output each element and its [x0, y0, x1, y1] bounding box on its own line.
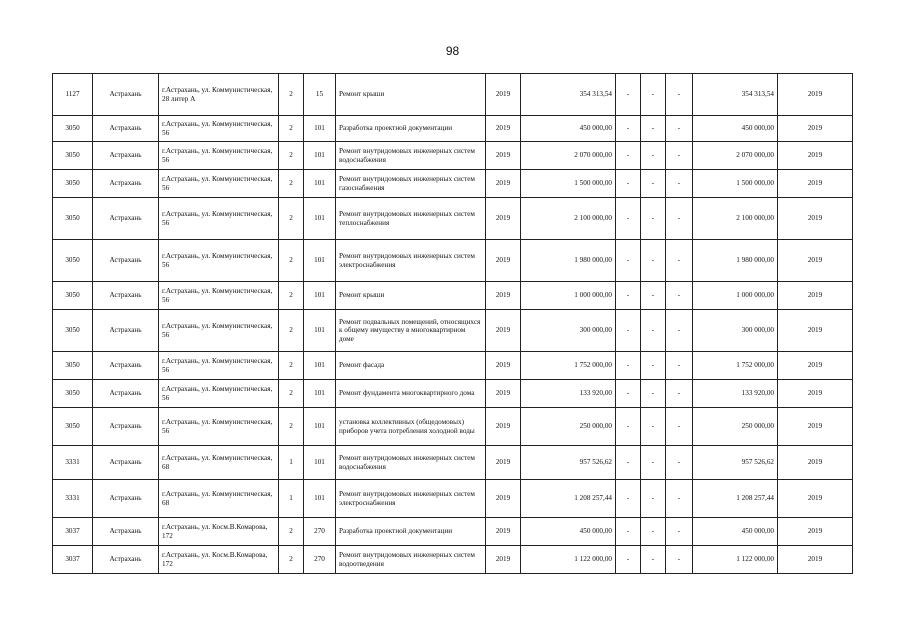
cell-amount: 450 000,00	[521, 518, 616, 546]
cell-col4: 2	[279, 198, 304, 240]
cell-dash-2: -	[641, 142, 666, 170]
cell-address: г.Астрахань, ул. Коммунистическая, 28 литер А	[159, 74, 279, 116]
cell-work-type: Ремонт внутридомовых инженерных систем газоснабжения	[336, 170, 486, 198]
cell-dash-1: -	[616, 546, 641, 574]
cell-col4: 2	[279, 380, 304, 408]
cell-address: г.Астрахань, ул. Коммунистическая, 56	[159, 352, 279, 380]
cell-total: 450 000,00	[693, 518, 778, 546]
table-row	[53, 480, 853, 518]
cell-col4: 2	[279, 170, 304, 198]
cell-year-end: 2019	[778, 142, 853, 170]
cell-amount: 957 526,62	[521, 446, 616, 480]
cell-address: г.Астрахань, ул. Косм.В.Комарова, 172	[159, 546, 279, 574]
cell-amount: 450 000,00	[521, 116, 616, 142]
cell-dash-3: -	[666, 310, 693, 352]
cell-amount: 300 000,00	[521, 310, 616, 352]
table-body	[53, 74, 853, 574]
cell-address: г.Астрахань, ул. Коммунистическая, 56	[159, 408, 279, 446]
cell-amount: 2 100 000,00	[521, 198, 616, 240]
cell-dash-2: -	[641, 380, 666, 408]
cell-col5: 101	[304, 170, 336, 198]
cell-year: 2019	[486, 240, 521, 282]
cell-code: 1127	[53, 74, 93, 116]
cell-year-end: 2019	[778, 546, 853, 574]
cell-city: Астрахань	[93, 170, 159, 198]
cell-col4: 2	[279, 240, 304, 282]
cell-dash-1: -	[616, 74, 641, 116]
cell-city: Астрахань	[93, 380, 159, 408]
cell-total: 450 000,00	[693, 116, 778, 142]
cell-work-type: Разработка проектной документации	[336, 518, 486, 546]
cell-total: 1 000 000,00	[693, 282, 778, 310]
cell-total: 1 980 000,00	[693, 240, 778, 282]
table-row	[53, 310, 853, 352]
cell-year-end: 2019	[778, 282, 853, 310]
cell-dash-2: -	[641, 240, 666, 282]
cell-address: г.Астрахань, ул. Коммунистическая, 56	[159, 142, 279, 170]
cell-col4: 2	[279, 142, 304, 170]
cell-year: 2019	[486, 116, 521, 142]
cell-year-end: 2019	[778, 116, 853, 142]
cell-year-end: 2019	[778, 380, 853, 408]
cell-code: 3050	[53, 310, 93, 352]
cell-year: 2019	[486, 170, 521, 198]
cell-address: г.Астрахань, ул. Коммунистическая, 56	[159, 170, 279, 198]
cell-col5: 101	[304, 310, 336, 352]
cell-year: 2019	[486, 518, 521, 546]
cell-city: Астрахань	[93, 518, 159, 546]
cell-dash-3: -	[666, 408, 693, 446]
cell-dash-1: -	[616, 446, 641, 480]
cell-dash-3: -	[666, 198, 693, 240]
cell-year-end: 2019	[778, 310, 853, 352]
cell-dash-1: -	[616, 518, 641, 546]
cell-year: 2019	[486, 198, 521, 240]
cell-dash-2: -	[641, 282, 666, 310]
cell-year: 2019	[486, 446, 521, 480]
cell-amount: 133 920,00	[521, 380, 616, 408]
cell-col5: 270	[304, 518, 336, 546]
table-row	[53, 116, 853, 142]
cell-col5: 101	[304, 282, 336, 310]
cell-dash-3: -	[666, 380, 693, 408]
table-row	[53, 408, 853, 446]
cell-work-type: Ремонт внутридомовых инженерных систем теплоснабжения	[336, 198, 486, 240]
cell-total: 1 500 000,00	[693, 170, 778, 198]
cell-dash-3: -	[666, 546, 693, 574]
cell-total: 133 920,00	[693, 380, 778, 408]
cell-work-type: Ремонт внутридомовых инженерных систем электроснабжения	[336, 480, 486, 518]
table-row	[53, 352, 853, 380]
cell-col5: 101	[304, 480, 336, 518]
cell-dash-3: -	[666, 170, 693, 198]
cell-col5: 270	[304, 546, 336, 574]
cell-total: 2 070 000,00	[693, 142, 778, 170]
cell-dash-2: -	[641, 352, 666, 380]
cell-year-end: 2019	[778, 352, 853, 380]
cell-work-type: Ремонт внутридомовых инженерных систем электроснабжения	[336, 240, 486, 282]
cell-city: Астрахань	[93, 282, 159, 310]
cell-dash-1: -	[616, 352, 641, 380]
cell-dash-3: -	[666, 74, 693, 116]
cell-dash-1: -	[616, 198, 641, 240]
cell-work-type: Ремонт внутридомовых инженерных систем водоснабжения	[336, 142, 486, 170]
cell-col4: 2	[279, 352, 304, 380]
cell-year-end: 2019	[778, 446, 853, 480]
cell-total: 1 752 000,00	[693, 352, 778, 380]
cell-dash-1: -	[616, 282, 641, 310]
cell-total: 1 122 000,00	[693, 546, 778, 574]
cell-year: 2019	[486, 74, 521, 116]
cell-code: 3050	[53, 170, 93, 198]
cell-code: 3050	[53, 282, 93, 310]
cell-col5: 15	[304, 74, 336, 116]
cell-address: г.Астрахань, ул. Коммунистическая, 68	[159, 446, 279, 480]
cell-work-type: Разработка проектной документации	[336, 116, 486, 142]
cell-code: 3050	[53, 408, 93, 446]
cell-col5: 101	[304, 116, 336, 142]
cell-amount: 1 500 000,00	[521, 170, 616, 198]
cell-col4: 2	[279, 518, 304, 546]
cell-amount: 1 980 000,00	[521, 240, 616, 282]
cell-year-end: 2019	[778, 74, 853, 116]
cell-year-end: 2019	[778, 240, 853, 282]
cell-total: 300 000,00	[693, 310, 778, 352]
cell-amount: 1 000 000,00	[521, 282, 616, 310]
cell-dash-1: -	[616, 142, 641, 170]
page-number: 98	[445, 44, 460, 58]
table-row	[53, 170, 853, 198]
cell-address: г.Астрахань, ул. Коммунистическая, 56	[159, 282, 279, 310]
cell-code: 3050	[53, 240, 93, 282]
table-row	[53, 546, 853, 574]
table-row	[53, 240, 853, 282]
cell-dash-3: -	[666, 518, 693, 546]
cell-year: 2019	[486, 480, 521, 518]
cell-col5: 101	[304, 240, 336, 282]
cell-dash-1: -	[616, 116, 641, 142]
cell-year: 2019	[486, 310, 521, 352]
cell-total: 957 526,62	[693, 446, 778, 480]
cell-work-type: установка коллективных (общедомовых) приборов учета потребления холодной воды	[336, 408, 486, 446]
cell-dash-1: -	[616, 310, 641, 352]
cell-work-type: Ремонт фундамента многоквартирного дома	[336, 380, 486, 408]
cell-address: г.Астрахань, ул. Коммунистическая, 56	[159, 116, 279, 142]
cell-dash-2: -	[641, 310, 666, 352]
cell-total: 354 313,54	[693, 74, 778, 116]
table-row	[53, 518, 853, 546]
cell-work-type: Ремонт крыши	[336, 282, 486, 310]
cell-dash-1: -	[616, 170, 641, 198]
cell-total: 250 000,00	[693, 408, 778, 446]
cell-city: Астрахань	[93, 198, 159, 240]
cell-year: 2019	[486, 142, 521, 170]
cell-col4: 2	[279, 116, 304, 142]
cell-dash-3: -	[666, 282, 693, 310]
cell-year-end: 2019	[778, 480, 853, 518]
cell-city: Астрахань	[93, 74, 159, 116]
cell-dash-1: -	[616, 480, 641, 518]
cell-code: 3050	[53, 380, 93, 408]
cell-work-type: Ремонт подвальных помещений, относящихся к общему имуществу в многоквартирном доме	[336, 310, 486, 352]
cell-work-type: Ремонт крыши	[336, 74, 486, 116]
cell-address: г.Астрахань, ул. Косм.В.Комарова, 172	[159, 518, 279, 546]
cell-col4: 1	[279, 446, 304, 480]
cell-code: 3050	[53, 142, 93, 170]
cell-col5: 101	[304, 352, 336, 380]
cell-col5: 101	[304, 142, 336, 170]
cell-year: 2019	[486, 408, 521, 446]
cell-code: 3037	[53, 546, 93, 574]
cell-col4: 2	[279, 282, 304, 310]
table-row	[53, 198, 853, 240]
cell-dash-1: -	[616, 408, 641, 446]
cell-col5: 101	[304, 446, 336, 480]
cell-dash-3: -	[666, 446, 693, 480]
cell-amount: 250 000,00	[521, 408, 616, 446]
cell-city: Астрахань	[93, 408, 159, 446]
cell-col4: 1	[279, 480, 304, 518]
cell-city: Астрахань	[93, 116, 159, 142]
cell-dash-3: -	[666, 116, 693, 142]
cell-code: 3331	[53, 446, 93, 480]
cell-dash-3: -	[666, 142, 693, 170]
cell-col5: 101	[304, 408, 336, 446]
cell-dash-3: -	[666, 240, 693, 282]
cell-code: 3331	[53, 480, 93, 518]
cell-col4: 2	[279, 546, 304, 574]
cell-dash-2: -	[641, 446, 666, 480]
cell-year: 2019	[486, 282, 521, 310]
cell-col4: 2	[279, 310, 304, 352]
cell-city: Астрахань	[93, 546, 159, 574]
cell-dash-3: -	[666, 480, 693, 518]
cell-amount: 354 313,54	[521, 74, 616, 116]
cell-dash-3: -	[666, 352, 693, 380]
cell-dash-2: -	[641, 170, 666, 198]
cell-city: Астрахань	[93, 240, 159, 282]
cell-dash-2: -	[641, 408, 666, 446]
cell-dash-1: -	[616, 380, 641, 408]
table-row	[53, 142, 853, 170]
table-row	[53, 74, 853, 116]
cell-dash-2: -	[641, 116, 666, 142]
cell-dash-2: -	[641, 518, 666, 546]
cell-city: Астрахань	[93, 142, 159, 170]
cell-year-end: 2019	[778, 198, 853, 240]
cell-col5: 101	[304, 198, 336, 240]
cell-address: г.Астрахань, ул. Коммунистическая, 56	[159, 198, 279, 240]
cell-amount: 2 070 000,00	[521, 142, 616, 170]
cell-year-end: 2019	[778, 518, 853, 546]
cell-city: Астрахань	[93, 352, 159, 380]
cell-year-end: 2019	[778, 408, 853, 446]
cell-amount: 1 208 257,44	[521, 480, 616, 518]
cell-city: Астрахань	[93, 446, 159, 480]
cell-year: 2019	[486, 380, 521, 408]
cell-total: 2 100 000,00	[693, 198, 778, 240]
cell-total: 1 208 257,44	[693, 480, 778, 518]
cell-address: г.Астрахань, ул. Коммунистическая, 56	[159, 310, 279, 352]
cell-code: 3050	[53, 116, 93, 142]
cell-work-type: Ремонт внутридомовых инженерных систем водоснабжения	[336, 446, 486, 480]
cell-address: г.Астрахань, ул. Коммунистическая, 56	[159, 380, 279, 408]
cell-code: 3037	[53, 518, 93, 546]
cell-work-type: Ремонт внутридомовых инженерных систем водоотведения	[336, 546, 486, 574]
cell-city: Астрахань	[93, 480, 159, 518]
cell-dash-1: -	[616, 240, 641, 282]
table-row	[53, 282, 853, 310]
cell-code: 3050	[53, 198, 93, 240]
table-row	[53, 380, 853, 408]
cell-address: г.Астрахань, ул. Коммунистическая, 56	[159, 240, 279, 282]
cell-year: 2019	[486, 352, 521, 380]
cell-col5: 101	[304, 380, 336, 408]
cell-col4: 2	[279, 408, 304, 446]
cell-address: г.Астрахань, ул. Коммунистическая, 68	[159, 480, 279, 518]
cell-year: 2019	[486, 546, 521, 574]
cell-code: 3050	[53, 352, 93, 380]
cell-dash-2: -	[641, 74, 666, 116]
cell-year-end: 2019	[778, 170, 853, 198]
table-row	[53, 446, 853, 480]
cell-dash-2: -	[641, 480, 666, 518]
cell-city: Астрахань	[93, 310, 159, 352]
cell-dash-2: -	[641, 546, 666, 574]
cell-dash-2: -	[641, 198, 666, 240]
cell-col4: 2	[279, 74, 304, 116]
repair-program-table	[52, 73, 853, 574]
cell-amount: 1 752 000,00	[521, 352, 616, 380]
cell-amount: 1 122 000,00	[521, 546, 616, 574]
cell-work-type: Ремонт фасада	[336, 352, 486, 380]
